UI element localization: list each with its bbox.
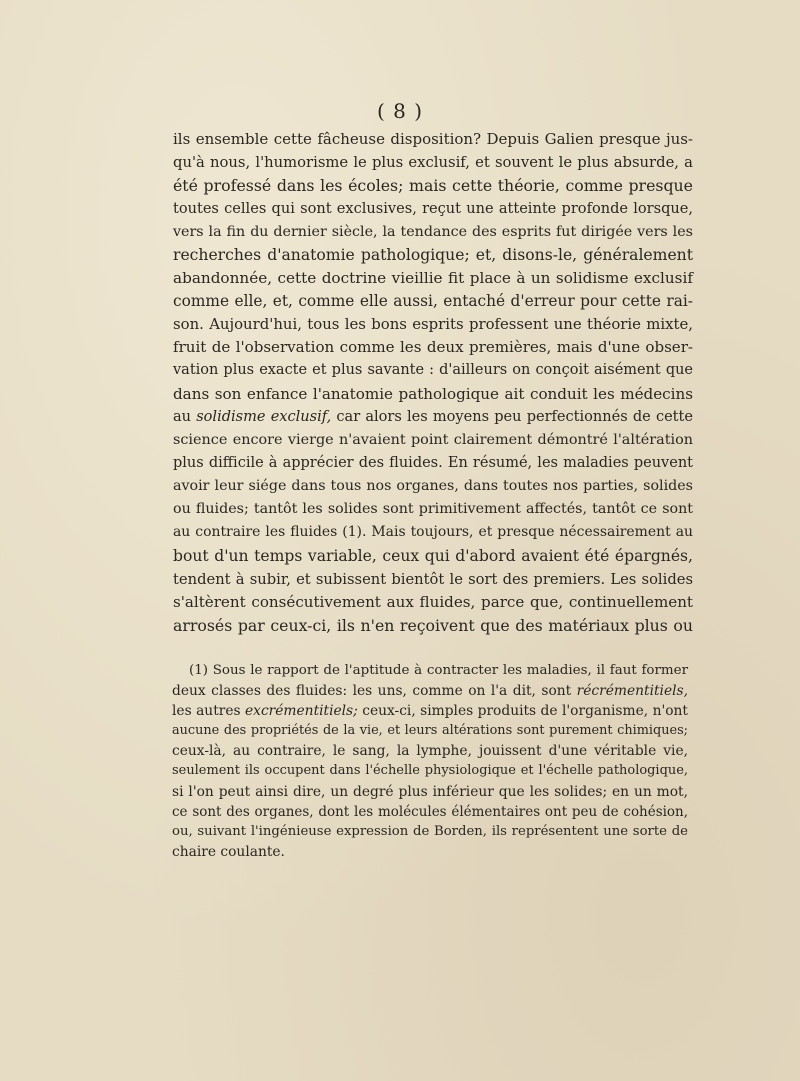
- footnote: [172, 661, 688, 862]
- body-line: science encore vierge n'avaient point clairement démontré l'altération: [173, 431, 693, 448]
- footnote-line: [172, 701, 688, 721]
- body-line: recherches d'anatomie pathologique; et, disons-le, généralement: [173, 245, 693, 264]
- body-line: ils ensemble cette fâcheuse disposition? Depuis Galien presque jus-: [173, 130, 693, 148]
- body-line: [173, 406, 693, 429]
- footnote-line: (1) Sous le rapport de l'aptitude à contracter les maladies, il faut former: [189, 663, 688, 678]
- footnote-line: ce sont des organes, dont les molécules élémentaires ont peu de cohésion,: [172, 803, 688, 820]
- body-line: vers la fin du dernier siècle, la tendance des esprits fut dirigée vers les: [173, 223, 693, 240]
- body-line: abandonnée, cette doctrine vieillie fit place à un solidisme exclusif: [173, 268, 693, 287]
- body-text: [173, 128, 693, 637]
- body-line: toutes celles qui sont exclusives, reçut une atteinte profonde lorsque,: [173, 200, 693, 218]
- body-line: qu'à nous, l'humorisme le plus exclusif, et souvent le plus absurde, a: [173, 154, 693, 172]
- body-line: au contraire les fluides (1). Mais toujours, et presque nécessairement au: [173, 524, 693, 541]
- body-line: s'altèrent consécutivement aux fluides, parce que, continuellement: [173, 592, 693, 611]
- body-line: bout d'un temps variable, ceux qui d'abord avaient été épargnés,: [173, 546, 693, 565]
- italic-term: excrémentitiels;: [245, 703, 358, 720]
- text-run: car alors les moyens peu perfectionnés de cette: [331, 408, 693, 425]
- footnote-line: si l'on peut ainsi dire, un degré plus inférieur que les solides; en un mot,: [172, 783, 688, 800]
- text-run: deux classes des fluides: les uns, comme on l'a dit, sont: [172, 683, 577, 700]
- body-line: ou fluides; tantôt les solides sont primitivement affectés, tantôt ce sont: [173, 501, 693, 518]
- body-line: avoir leur siége dans tous nos organes, dans toutes nos parties, solides: [173, 478, 693, 495]
- body-line: été professé dans les écoles; mais cette théorie, comme presque: [173, 176, 693, 196]
- body-line: fruit de l'observation comme les deux premières, mais d'une obser-: [173, 338, 693, 357]
- body-line: tendent à subir, et subissent bientôt le sort des premiers. Les solides: [173, 570, 693, 588]
- body-line: vation plus exacte et plus savante : d'ailleurs on conçoit aisément que: [173, 362, 693, 379]
- text-run: ceux-ci, simples produits de l'organisme, n'ont: [357, 703, 688, 720]
- body-line: comme elle, et, comme elle aussi, entaché d'erreur pour cette rai-: [173, 291, 693, 310]
- footnote-line: ou, suivant l'ingénieuse expression de Borden, ils représentent une sorte de: [172, 823, 688, 839]
- body-line: dans son enfance l'anatomie pathologique ait conduit les médecins: [173, 384, 693, 403]
- text-run: les autres: [172, 703, 245, 720]
- footnote-line: aucune des propriétés de la vie, et leurs altérations sont purement chimiques;: [172, 723, 688, 739]
- page-number: ( 8 ): [376, 99, 424, 123]
- footnote-line: [172, 681, 688, 701]
- text-run: au: [173, 408, 197, 425]
- body-line: plus difficile à apprécier des fluides. En résumé, les maladies peuvent: [173, 454, 693, 471]
- footnote-line: seulement ils occupent dans l'échelle physiologique et l'échelle pathologique,: [172, 763, 688, 779]
- italic-term: solidisme exclusif,: [196, 408, 332, 425]
- footnote-line: chaire coulante.: [172, 843, 285, 860]
- footnote-line: ceux-là, au contraire, le sang, la lymphe, jouissent d'une véritable vie,: [172, 743, 688, 760]
- italic-term: récrémentitiels,: [576, 683, 688, 700]
- body-line: son. Aujourd'hui, tous les bons esprits professent une théorie mixte,: [173, 315, 693, 334]
- body-line: arrosés par ceux-ci, ils n'en reçoivent que des matériaux plus ou: [173, 615, 693, 635]
